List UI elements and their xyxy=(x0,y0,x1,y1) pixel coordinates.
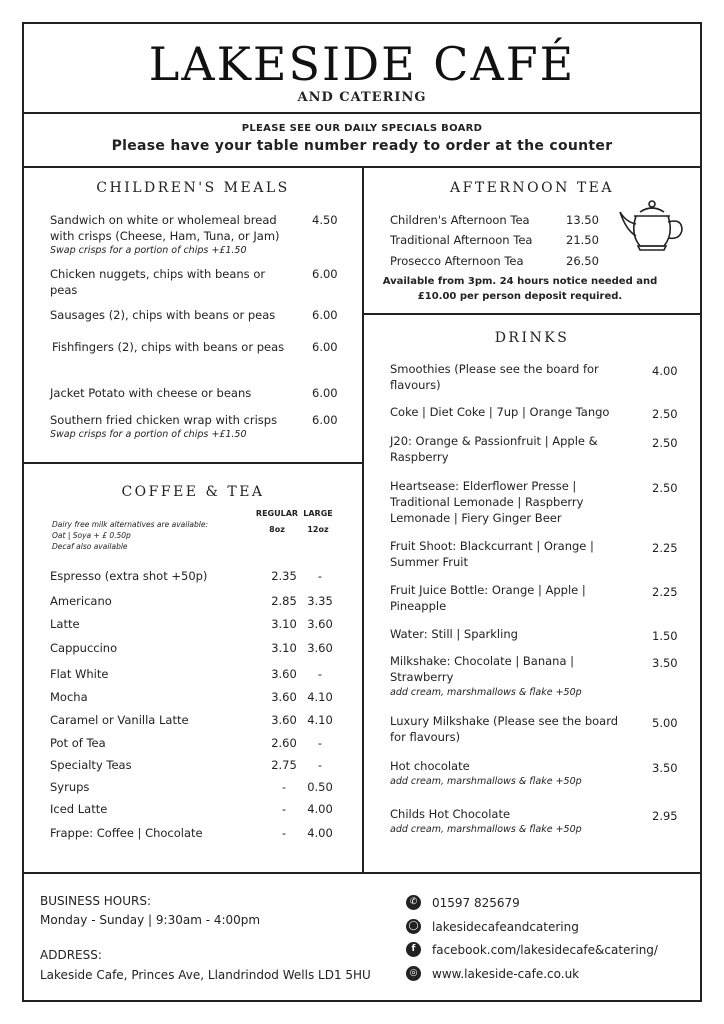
drink-price: 5.00 xyxy=(652,716,678,730)
drink-name-line: J20: Orange & Passionfruit | Apple & xyxy=(390,434,598,448)
large-price: 0.50 xyxy=(307,780,333,794)
afternoon-tea-title: AFTERNOON TEA xyxy=(450,180,614,196)
regular-price: 2.75 xyxy=(271,758,297,772)
dairy-free-options: Oat | Soya + £ 0.50p xyxy=(52,531,131,540)
drink-name-line: Smoothies (Please see the board for xyxy=(390,362,599,376)
address: Lakeside Cafe, Princes Ave, Llandrindod Wells LD1 5HU xyxy=(40,968,371,982)
item-note: Swap crisps for a portion of chips +£1.50 xyxy=(50,245,247,256)
drink-name-line: for flavours) xyxy=(390,730,461,744)
regular-col-header xyxy=(252,506,302,538)
drink-name-line: flavours) xyxy=(390,378,441,392)
regular-price: - xyxy=(281,802,287,816)
item-price: 21.50 xyxy=(566,233,599,247)
drink-name-line: Traditional Lemonade | Raspberry xyxy=(390,495,584,509)
drink-name-line: Lemonade | Fiery Ginger Beer xyxy=(390,511,562,525)
item-price: 6.00 xyxy=(312,413,338,427)
large-price: 4.10 xyxy=(307,713,333,727)
large-size: 12oz xyxy=(307,525,329,534)
specials-notice: PLEASE SEE OUR DAILY SPECIALS BOARD xyxy=(241,123,483,134)
drink-price: 2.25 xyxy=(652,541,678,555)
large-price: 4.00 xyxy=(307,802,333,816)
large-col-header xyxy=(298,506,338,538)
regular-price: - xyxy=(281,826,287,840)
regular-size: 8oz xyxy=(269,525,285,534)
notice-banner xyxy=(24,114,700,168)
drink-note: add cream, marshmallows & flake +50p xyxy=(390,776,582,787)
drink-name-line: Strawberry xyxy=(390,670,454,684)
coffee-tea-title: COFFEE & TEA xyxy=(121,484,265,500)
drink-price: 1.50 xyxy=(652,629,678,643)
drink-name-line: Milkshake: Chocolate | Banana | xyxy=(390,654,575,668)
drink-name-line: Fruit Juice Bottle: Orange | Apple | xyxy=(390,583,586,597)
right-section-divider xyxy=(364,313,700,315)
drink-note: add cream, marshmallows & flake +50p xyxy=(390,824,582,835)
regular-price: 2.85 xyxy=(271,594,297,608)
drink-price: 2.50 xyxy=(652,407,678,421)
item-price: 13.50 xyxy=(566,213,599,227)
drink-name-line: Water: Still | Sparkling xyxy=(390,627,518,641)
drink-name-line: Summer Fruit xyxy=(390,555,468,569)
decaf-note: Decaf also available xyxy=(52,542,128,551)
drink-name-line: Raspberry xyxy=(390,450,449,464)
item-price: 26.50 xyxy=(566,254,599,268)
website-link[interactable]: www.lakeside-cafe.co.uk xyxy=(432,967,580,981)
drink-name-line: Heartsease: Elderflower Presse | xyxy=(390,479,577,493)
item-name: Southern fried chicken wrap with crisps xyxy=(50,413,278,427)
availability-line-2: £10.00 per person deposit required. xyxy=(417,291,623,302)
availability-line-1: Available from 3pm. 24 hours notice needed and xyxy=(382,276,658,287)
large-price: 4.00 xyxy=(307,826,333,840)
drink-name-line: Hot chocolate xyxy=(390,759,470,773)
item-name: Espresso (extra shot +50p) xyxy=(50,569,208,583)
item-name: Children's Afternoon Tea xyxy=(390,213,530,227)
regular-price: 3.60 xyxy=(271,713,297,727)
item-name: Chicken nuggets, chips with beans or peas xyxy=(50,267,266,297)
large-price: 3.35 xyxy=(307,594,333,608)
order-notice: Please have your table number ready to order at the counter xyxy=(111,138,613,154)
item-name: Pot of Tea xyxy=(50,736,106,750)
drink-name-line: Pineapple xyxy=(390,599,447,613)
large-price: - xyxy=(317,667,323,681)
item-note: Swap crisps for a portion of chips +£1.50 xyxy=(50,429,247,440)
teapot-icon xyxy=(616,196,690,254)
drink-name-line: Fruit Shoot: Blackcurrant | Orange | xyxy=(390,539,594,553)
business-hours: Monday - Sunday | 9:30am - 4:00pm xyxy=(40,913,261,927)
large-price: - xyxy=(317,569,323,583)
item-price: 6.00 xyxy=(312,386,338,400)
item-price: 6.00 xyxy=(312,340,338,354)
item-price: 4.50 xyxy=(312,213,338,227)
drink-price: 3.50 xyxy=(652,656,678,670)
item-name: Traditional Afternoon Tea xyxy=(390,233,533,247)
drink-name-line: Luxury Milkshake (Please see the board xyxy=(390,714,619,728)
item-name: Jacket Potato with cheese or beans xyxy=(50,386,252,400)
afternoon-tea-availability xyxy=(364,274,676,304)
item-name: Prosecco Afternoon Tea xyxy=(390,254,524,268)
dairy-free-note: Dairy free milk alternatives are available: xyxy=(52,520,208,529)
item-name: Fishfingers (2), chips with beans or peas xyxy=(52,340,285,354)
regular-price: 2.35 xyxy=(271,569,297,583)
business-hours-label: BUSINESS HOURS: xyxy=(40,894,152,908)
phone-icon: ✆ xyxy=(406,895,421,910)
item-name: Americano xyxy=(50,594,112,608)
menu-header xyxy=(24,24,700,114)
large-label: LARGE xyxy=(303,509,333,518)
item-name: Latte xyxy=(50,617,80,631)
childrens-meals-title: CHILDREN'S MEALS xyxy=(96,180,290,196)
item-name: Syrups xyxy=(50,780,90,794)
instagram-icon: ◯ xyxy=(406,919,421,934)
item-name: Iced Latte xyxy=(50,802,108,816)
regular-price: 3.60 xyxy=(271,667,297,681)
drink-price: 3.50 xyxy=(652,761,678,775)
item-name: Frappe: Coffee | Chocolate xyxy=(50,826,203,840)
item-price: 6.00 xyxy=(312,267,338,281)
regular-label: REGULAR xyxy=(255,509,299,518)
large-price: - xyxy=(317,758,323,772)
item-name: Flat White xyxy=(50,667,109,681)
drink-price: 2.25 xyxy=(652,585,678,599)
regular-price: 3.10 xyxy=(271,641,297,655)
drink-name-line: Coke | Diet Coke | 7up | Orange Tango xyxy=(390,405,610,419)
facebook-icon: f xyxy=(406,942,421,957)
regular-price: 3.10 xyxy=(271,617,297,631)
item-name: Mocha xyxy=(50,690,88,704)
item-price: 6.00 xyxy=(312,308,338,322)
drinks-title: DRINKS xyxy=(494,330,570,346)
item-name: Specialty Teas xyxy=(50,758,132,772)
regular-price: 3.60 xyxy=(271,690,297,704)
drink-price: 4.00 xyxy=(652,364,678,378)
drink-note: add cream, marshmallows & flake +50p xyxy=(390,687,582,698)
facebook-link[interactable]: facebook.com/lakesidecafe&catering/ xyxy=(432,943,658,957)
drink-price: 2.50 xyxy=(652,436,678,450)
item-name: Sandwich on white or wholemeal bread with crisps (Cheese, Ham, Tuna, or Jam) xyxy=(50,213,280,243)
left-section-divider xyxy=(24,462,362,464)
item-name: Caramel or Vanilla Latte xyxy=(50,713,189,727)
item-name: Cappuccino xyxy=(50,641,118,655)
large-price: - xyxy=(317,736,323,750)
phone-number: 01597 825679 xyxy=(432,896,520,910)
large-price: 4.10 xyxy=(307,690,333,704)
cafe-title: LAKESIDE CAFÉ xyxy=(148,37,576,91)
regular-price: - xyxy=(281,780,287,794)
item-name: Sausages (2), chips with beans or peas xyxy=(50,308,276,322)
drink-name-line: Childs Hot Chocolate xyxy=(390,807,511,821)
regular-price: 2.60 xyxy=(271,736,297,750)
drink-price: 2.50 xyxy=(652,481,678,495)
cafe-subtitle: AND CATERING xyxy=(297,90,427,105)
footer-divider xyxy=(24,872,700,874)
large-price: 3.60 xyxy=(307,617,333,631)
menu-frame xyxy=(22,22,702,1002)
large-price: 3.60 xyxy=(307,641,333,655)
globe-icon: ◎ xyxy=(406,966,421,981)
address-label: ADDRESS: xyxy=(40,948,102,962)
instagram-handle[interactable]: lakesidecafeandcatering xyxy=(432,920,579,934)
drink-price: 2.95 xyxy=(652,809,678,823)
